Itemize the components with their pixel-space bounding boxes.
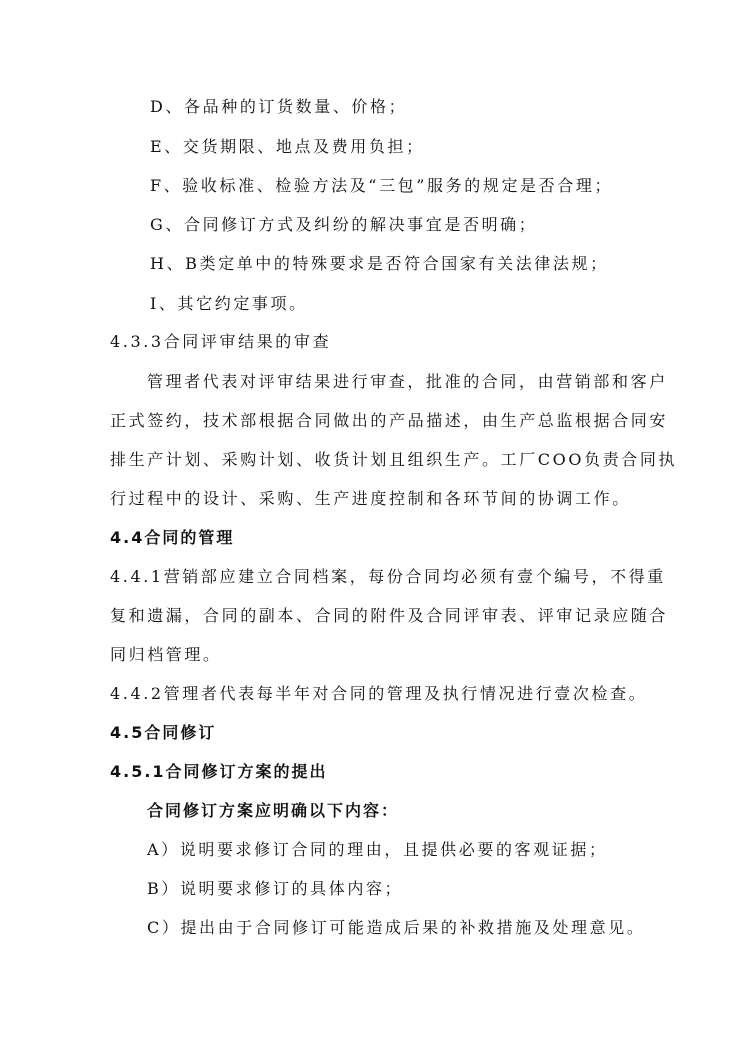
paragraph-line: 管理者代表对评审结果进行审查，批准的合同，由营销部和客户 (147, 372, 668, 391)
list-item: B）说明要求修订的具体内容； (147, 879, 404, 898)
list-item: G、合同修订方式及纠纷的解决事宜是否明确； (150, 215, 538, 234)
section-heading-4-3-3: 4.3.3合同评审结果的审查 (110, 332, 332, 351)
paragraph-line: 复和遗漏，合同的副本、合同的附件及合同评审表、评审记录应随合 (110, 606, 669, 625)
paragraph-line: 排生产计划、采购计划、收货计划且组织生产。工厂COO负责合同执 (110, 450, 678, 469)
list-item: F、验收标准、检验方法及“三包”服务的规定是否合理； (150, 176, 614, 195)
lead-text: 合同修订方案应明确以下内容： (147, 801, 400, 820)
list-item: C）提出由于合同修订可能造成后果的补救措施及处理意见。 (147, 918, 646, 937)
section-heading-4-5-1: 4.5.1合同修订方案的提出 (110, 762, 328, 781)
list-item: H、B类定单中的特殊要求是否符合国家有关法律法规； (150, 254, 609, 273)
paragraph-line: 正式签约，技术部根据合同做出的产品描述，由生产总监根据合同安 (110, 411, 669, 430)
paragraph-line: 4.4.2管理者代表每半年对合同的管理及执行情况进行壹次检查。 (110, 684, 648, 703)
paragraph-line: 4.4.1营销部应建立合同档案，每份合同均必须有壹个编号，不得重 (110, 567, 666, 586)
section-heading-4-4: 4.4合同的管理 (110, 528, 235, 547)
section-heading-4-5: 4.5合同修订 (110, 723, 217, 742)
paragraph-line: 同归档管理。 (110, 645, 222, 664)
list-item: D、各品种的订货数量、价格； (150, 97, 408, 116)
list-item: E、交货期限、地点及费用负担； (150, 137, 425, 156)
list-item: I、其它约定事项。 (150, 294, 308, 313)
list-item: A）说明要求修订合同的理由，且提供必要的客观证据； (147, 840, 608, 859)
paragraph-line: 行过程中的设计、采购、生产进度控制和各环节间的协调工作。 (110, 489, 631, 508)
